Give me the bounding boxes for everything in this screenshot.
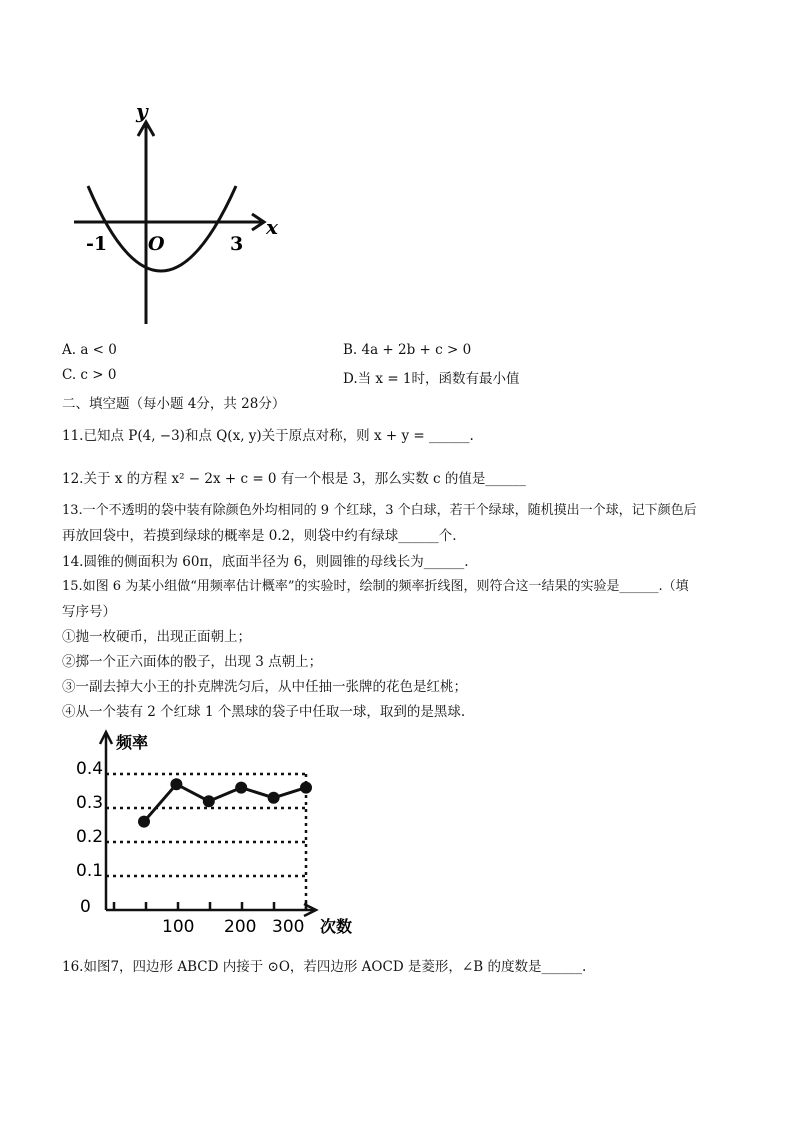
question-15-line2: 写序号）: [62, 604, 116, 620]
frequency-line-chart: [62, 726, 372, 938]
question-14: 14.圆锥的侧面积为 60π，底面半径为 6，则圆锥的母线长为______.: [62, 554, 469, 570]
question-15-item-4: ④从一个装有 2 个红球 1 个黑球的袋子中任取一球，取到的是黑球.: [62, 704, 466, 720]
question-15-item-3: ③一副去掉大小王的扑克牌洗匀后，从中任抽一张牌的花色是红桃；: [62, 679, 467, 695]
chart-xtick-100: 100: [162, 917, 195, 937]
chart-ytick-0.1: 0.1: [76, 861, 104, 881]
chart-ytick-0: 0: [80, 897, 91, 917]
question-12: 12.关于 x 的方程 x² − 2x + c = 0 有一个根是 3，那么实数 c 的值是______: [62, 471, 526, 487]
question-15-line1: 15.如图 6 为某小组做“用频率估计概率”的实验时，绘制的频率折线图，则符合这一结果的实验是______.（填: [62, 579, 689, 594]
tick-label-3: 3: [230, 233, 244, 255]
series-line: [144, 784, 306, 821]
option-b: B. 4a + 2b + c > 0: [343, 342, 472, 358]
section2-heading: 二、填空题（每小题 4分，共 28分）: [62, 396, 286, 412]
tick-label-neg1: -1: [86, 233, 108, 255]
data-point-1: [138, 816, 150, 828]
question-15-item-1: ①抛一枚硬币，出现正面朝上；: [62, 629, 251, 645]
data-point-4: [235, 782, 247, 794]
question-13-line1: 13.一个不透明的袋中装有除颜色外均相同的 9 个红球，3 个白球，若干个绿球，随机摸出一个球，记下颜色后: [62, 503, 697, 518]
chart-ytick-0.3: 0.3: [76, 793, 104, 813]
parabola-axes: [74, 122, 264, 324]
chart-ylabel: 频率: [116, 733, 149, 752]
parabola-figure: [62, 92, 292, 328]
parabola-curve: [88, 186, 236, 271]
x-axis-label: x: [266, 215, 278, 239]
origin-label: O: [148, 233, 165, 255]
data-point-2: [170, 778, 182, 790]
question-13-line2: 再放回袋中，若摸到绿球的概率是 0.2，则袋中约有绿球______个.: [62, 528, 457, 544]
data-point-5: [268, 792, 280, 804]
data-point-3: [203, 795, 215, 807]
data-point-6: [300, 782, 312, 794]
chart-ytick-0.4: 0.4: [76, 759, 104, 779]
question-15-item-2: ②掷一个正六面体的骰子，出现 3 点朝上；: [62, 654, 323, 670]
chart-xlabel: 次数: [320, 917, 353, 936]
chart-xtick-300: 300: [272, 917, 305, 937]
y-axis-label: y: [136, 99, 148, 123]
chart-xtick-200: 200: [224, 917, 257, 937]
chart-ytick-0.2: 0.2: [76, 827, 104, 847]
question-16: 16.如图7，四边形 ABCD 内接于 ⊙O，若四边形 AOCD 是菱形，∠B 的度数是______.: [62, 959, 587, 975]
option-d: D.当 x = 1时，函数有最小值: [343, 371, 520, 387]
option-a: A. a < 0: [62, 342, 117, 358]
option-c: C. c > 0: [62, 367, 117, 383]
question-11: 11.已知点 P(4, −3)和点 Q(x, y)关于原点对称，则 x + y = ______.: [62, 428, 474, 444]
